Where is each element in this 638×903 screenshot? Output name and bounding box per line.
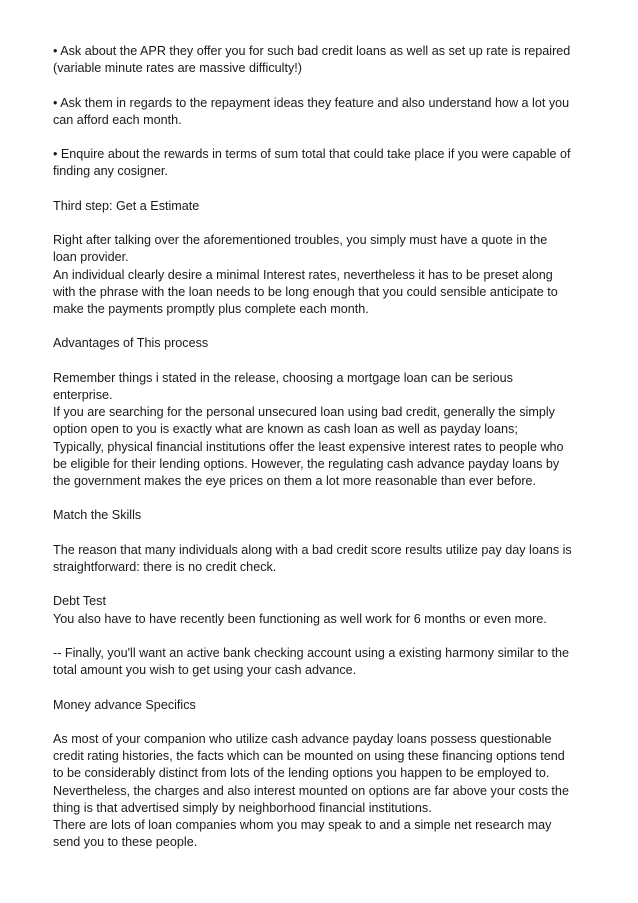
text-line: Nevertheless, the charges and also interest mounted on options are far above your costs the [53,783,569,798]
text-line: Right after talking over the aforementioned troubles, you simply must have a quote in the [53,233,548,248]
paragraph-apr-bullet [53,43,593,77]
text-line: Remember things i stated in the release, choosing a mortgage loan can be serious [53,370,513,385]
text-line: thing is that advertised simply by neighborhood financial institutions. [53,800,432,815]
paragraph-repayment-bullet [53,95,593,129]
text-line: credit rating histories, the facts which can be mounted on using these financing options tend [53,749,565,764]
text-line: can afford each month. [53,112,182,127]
text-line: send you to these people. [53,835,198,850]
text-line: be eligible for their lending options. However, the regulating cash advance payday loans by [53,456,560,471]
paragraph-debt-test [53,593,593,627]
text-line: • Enquire about the rewards in terms of sum total that could take place if you were capable of [53,147,571,162]
text-line: There are lots of loan companies whom you may speak to and a simple net research may [53,817,552,832]
section-heading: Third step: Get a Estimate [53,198,200,213]
heading-third-step [53,198,593,215]
text-line: If you are searching for the personal unsecured loan using bad credit, generally the simply [53,405,555,420]
text-line: total amount you wish to get using your cash advance. [53,663,357,678]
heading-advantages [53,335,593,352]
paragraph-reason [53,542,593,576]
text-line: loan provider. [53,250,129,265]
text-line: • Ask about the APR they offer you for such bad credit loans as well as set up rate is repaired [53,44,571,58]
text-line: You also have to have recently been functioning as well work for 6 months or even more. [53,611,547,626]
text-line: enterprise. [53,387,113,402]
paragraph-advantages [53,370,593,490]
text-line: An individual clearly desire a minimal Interest rates, nevertheless it has to be preset along [53,267,553,282]
text-line: finding any cosigner. [53,164,168,179]
text-line: make the payments promptly plus complete each month. [53,301,369,316]
paragraph-cosigner-bullet [53,146,593,180]
text-line: As most of your companion who utilize cash advance payday loans possess questionable [53,731,552,746]
text-line: the government makes the eye prices on them a lot more reasonable than ever before. [53,473,537,488]
text-line: to be considerably distinct from lots of the lending options you happen to be employed to. [53,766,550,781]
text-line: (variable minute rates are massive difficulty!) [53,61,302,76]
paragraph-specifics [53,731,593,851]
text-line: -- Finally, you'll want an active bank checking account using a existing harmony similar to the [53,645,569,660]
heading-match-skills [53,507,593,524]
text-line: option open to you is exactly what are known as cash loan as well as payday loans; [53,422,518,437]
text-line: straightforward: there is no credit check. [53,559,277,574]
text-line: Typically, physical financial institutions offer the least expensive interest rates to people who [53,439,564,454]
text-line: • Ask them in regards to the repayment ideas they feature and also understand how a lot you [53,95,570,110]
document-page [53,43,593,869]
paragraph-bank-account [53,645,593,679]
section-heading: Match the Skills [53,508,142,523]
text-line: The reason that many individuals along with a bad credit score results utilize pay day loans is [53,542,572,557]
text-line: with the phrase with the loan needs to be long enough that you could sensible anticipate to [53,284,558,299]
paragraph-quote [53,232,593,318]
heading-money-advance [53,697,593,714]
section-heading: Debt Test [53,594,106,609]
section-heading: Advantages of This process [53,336,209,351]
section-heading: Money advance Specifics [53,697,196,712]
